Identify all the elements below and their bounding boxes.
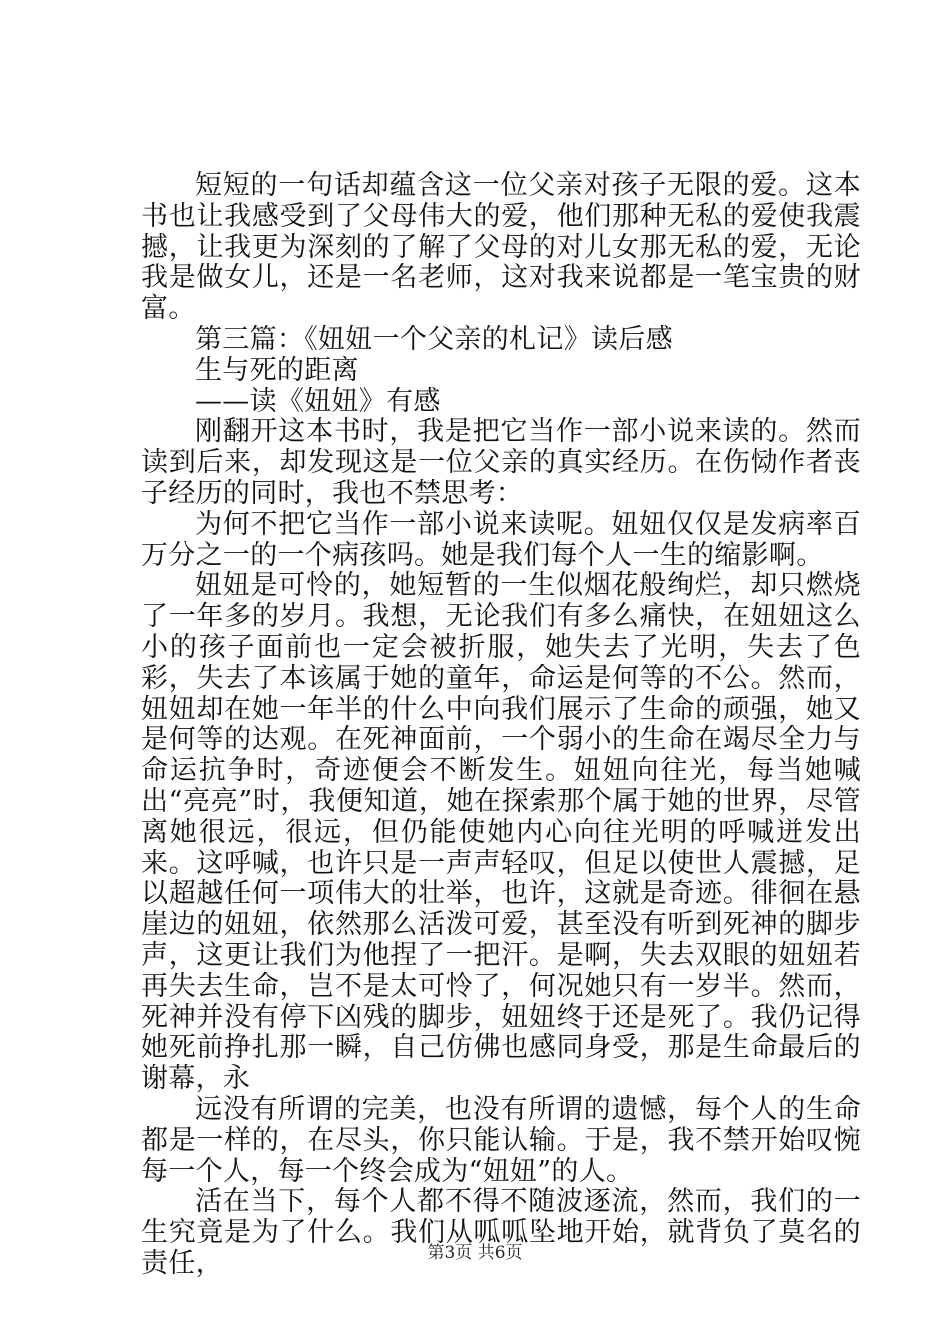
paragraph-5: 远没有所谓的完美，也没有所谓的遗憾，每个人的生命都是一样的，在尽头，你只能认输。于是，我不禁开始叹惋每一个人，每一个终会成为“妞妞”的人。 xyxy=(141,1093,861,1187)
essay-title: 生与死的距离 xyxy=(195,354,359,386)
section-heading: 第三篇：《妞妞一个父亲的札记》读后感 xyxy=(195,323,673,355)
paragraph-1: 短短的一句话却蕴含这一位父亲对孩子无限的爱。这本书也让我感受到了父母伟大的爱，他们那种无私的爱使我震撼，让我更为深刻的了解了父母的对儿女那无私的爱，无论我是做女儿，还是一名老师，这对我来说都是一笔宝贵的财富。 xyxy=(141,170,861,325)
essay-subtitle: ——读《妞妞》有感 xyxy=(195,385,441,417)
page-number-footer: 第3页 共6页 xyxy=(427,1243,523,1263)
paragraph-6: 活在当下，每个人都不得不随波逐流，然而，我们的一生究竟是为了什么。我们从呱呱坠地开始，就背负了莫名的责任， xyxy=(141,1186,861,1279)
body-text xyxy=(141,171,861,1280)
paragraph-4: 妞妞是可怜的，她短暂的一生似烟花般绚烂，却只燃烧了一年多的岁月。我想，无论我们有多么痛快，在妞妞这么小的孩子面前也一定会被折服，她失去了光明，失去了色彩，失去了本该属于她的童年，命运是何等的不公。然而，妞妞却在她一年半的什么中向我们展示了生命的顽强，她又是何等的达观。在死神面前，一个弱小的生命在竭尽全力与命运抗争时，奇迹便会不断发生。妞妞向往光，每当她喊出“亮亮”时，我便知道，她在探索那个属于她的世界，尽管离她很远，很远，但仍能使她内心向往光明的呼喊迸发出来。这呼喊，也许只是一声声轻叹，但足以使世人震撼，足以超越任何一项伟大的壮举，也许，这就是奇迹。徘徊在悬崖边的妞妞，依然那么活泼可爱，甚至没有听到死神的脚步声，这更让我们为他捏了一把汗。是啊，失去双眼的妞妞若再失去生命，岂不是太可怜了，何况她只有一岁半。然而，死神并没有停下凶残的脚步，妞妞终于还是死了。我仍记得她死前挣扎那一瞬，自己仿佛也感同身受，那是生命最后的谢幕，永 xyxy=(141,570,861,1095)
paragraph-3: 为何不把它当作一部小说来读呢。妞妞仅仅是发病率百万分之一的一个病孩吗。她是我们每个人一生的缩影啊。 xyxy=(141,508,861,571)
paragraph-2: 刚翻开这本书时，我是把它当作一部小说来读的。然而读到后来，却发现这是一位父亲的真实经历。在伤恸作者丧子经历的同时，我也不禁思考： xyxy=(141,416,861,509)
